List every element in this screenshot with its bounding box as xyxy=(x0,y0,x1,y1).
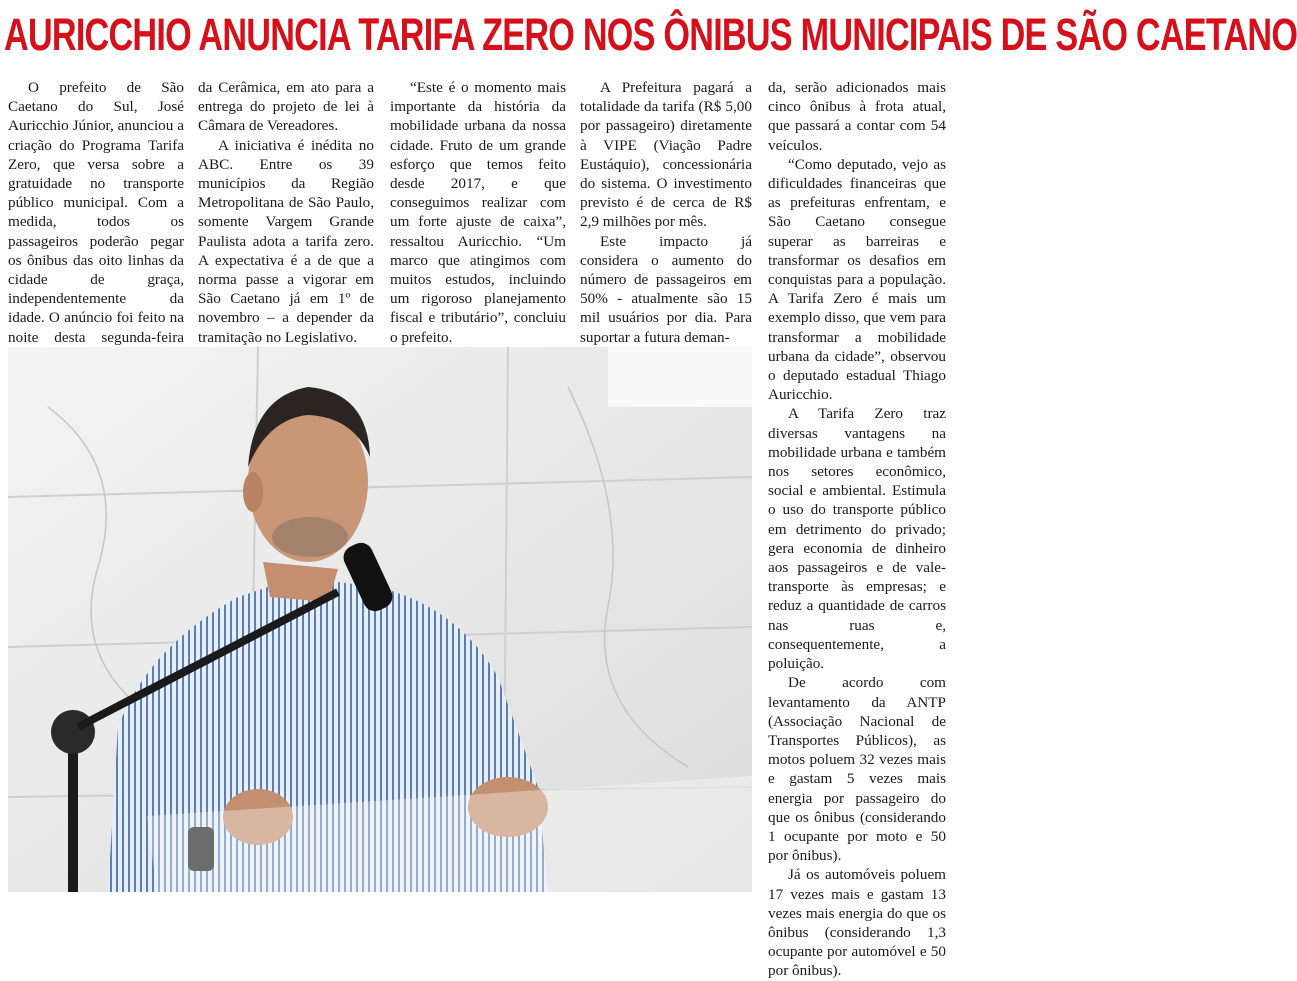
paragraph: O prefeito de São Caetano do Sul, José Auricchio Júnior, anunciou a criação do Programa Tarifa Zero, que versa sobre a gratuidade no transporte público municipal. Com a medida, todos os passageiros poderão pegar os ônibus das oito linhas da cidade de graça, independentemente da idade. O anúncio foi feito na noite desta segunda-feira xyxy=(8,79,184,346)
article-column-2 xyxy=(198,78,374,347)
paragraph: da, serão adicionados mais cinco ônibus à frota atual, que passará a contar com 54 veículos. xyxy=(768,79,946,154)
paragraph: Este impacto já considera o aumento do número de passageiros em 50% - atualmente são 15 mil usuários por dia. Para suportar a futura deman- xyxy=(580,232,752,346)
article-photo xyxy=(8,347,752,892)
article-column-3 xyxy=(390,78,566,347)
paragraph: “Este é o momento mais importante da história da mobilidade urbana da nossa cidade. Fruto de um grande esforço que temos feito desde 2017, e que conseguimos realizar com um forte ajuste de caixa”, ressaltou Auricchio. “Um marco que atingimos com muitos estudos, incluindo um rigoroso planejamento fiscal e tributário”, concluiu o prefeito. xyxy=(390,79,566,346)
paragraph: A iniciativa é inédita no ABC. Entre os 39 municípios da Região Metropolitana de São Paulo, somente Vargem Grande Paulista adota a tarifa zero. A expectativa é a de que a norma passe a vigorar em São Caetano já em 1º de novembro – a depender da tramitação no Legislativo. xyxy=(198,136,374,346)
headline: AURICCHIO ANUNCIA TARIFA ZERO NOS ÔNIBUS MUNICIPAIS DE SÃO CAETANO xyxy=(4,9,1297,60)
paragraph: da Cerâmica, em ato para a entrega do projeto de lei à Câmara de Vereadores. xyxy=(198,79,374,135)
paragraph: “Como deputado, vejo as dificuldades financeiras que as prefeituras enfrentam, e São Caetano consegue superar as barreiras e transformar os desafios em conquistas para a população. A Tarifa Zero é mais um exemplo disso, que vem para transformar a mobilidade urbana da cidade”, observou o deputado estadual Thiago Auricchio. xyxy=(768,155,946,404)
article-column-1 xyxy=(8,78,184,366)
paragraph: A Prefeitura pagará a totalidade da tarifa (R$ 5,00 por passageiro) diretamente à VIPE (Viação Padre Eustáquio), concessionária do sistema. O investimento previsto é de cerca de R$ 2,9 milhões por mês. xyxy=(580,79,752,231)
paragraph: A Tarifa Zero traz diversas vantagens na mobilidade urbana e também nos setores econômico, social e ambiental. Estimula o uso do transporte público em detrimento do privado; gera economia de dinheiro aos passageiros e de vale-transporte às empresas; e reduz a quantidade de carros nas ruas e, consequentemente, a poluição. xyxy=(768,405,946,673)
paragraph: Já os automóveis poluem 17 vezes mais e gastam 13 vezes mais energia do que os ônibus (considerando 1,3 ocupante por automóvel e 50 por ônibus). xyxy=(768,866,946,980)
paragraph: De acordo com levantamento da ANTP (Associação Nacional de Transportes Públicos), as motos poluem 32 vezes mais e gastam 5 vezes mais energia por passageiro do que os ônibus (considerando 1 ocupante por moto e 50 por ônibus). xyxy=(768,674,946,865)
article-column-4 xyxy=(580,78,752,347)
article-column-5 xyxy=(768,78,946,981)
